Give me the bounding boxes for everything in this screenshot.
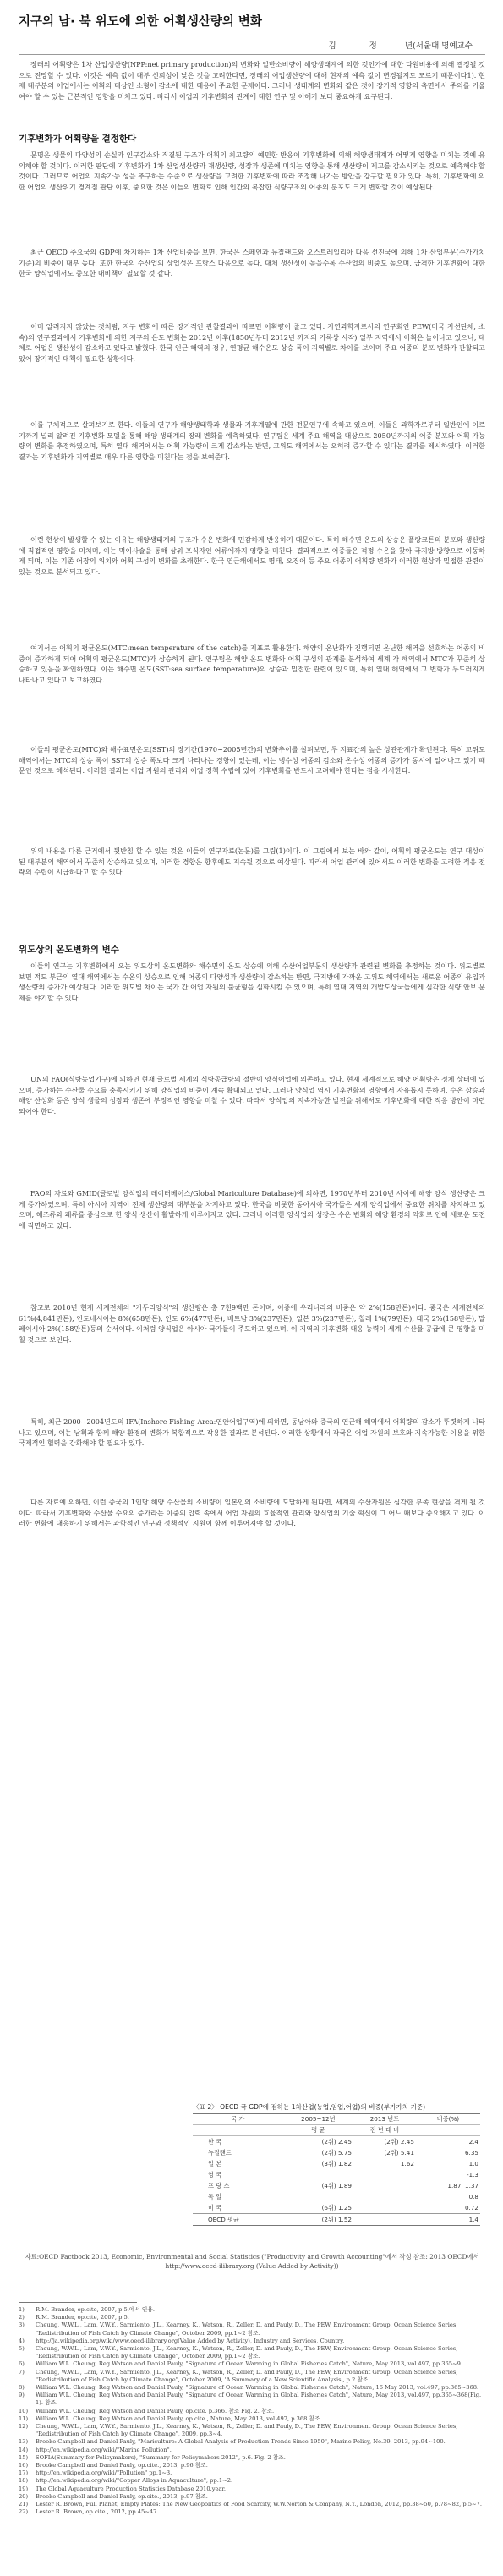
column-subheader — [193, 2125, 283, 2136]
section-heading: 위도상의 온도변화의 변수 — [19, 945, 119, 955]
footnote-number: 1) — [19, 2306, 25, 2313]
footnote-number: 20) — [19, 2492, 29, 2500]
footnote-text: William W.L. Cheung, Reg Watson and Daniel Pauly, "Signature of Ocean Warming in Global Fisheries Catch", Nature, May 2013, vol.497, pp.365~9. — [36, 2360, 462, 2368]
table-cell: (4위) 1.89 — [321, 2181, 352, 2190]
body-paragraph: 여기서는 어획의 평균온도(MTC:mean temperature of the catch)를 지표로 활용한다. 해양의 온난화가 진행되면 온난한 해역을 선호하는 어종의 비중이 증가하게 되어 어획의 평균온도(MTC)가 상승하게 된다. 연구팀은 해양 온도 변화와 어획 구성의 관계를 분석하여 세계 각 해역에서 MTC가 꾸준히 상승하고 있음을 확인하였다. 이는 해수면 온도(SST:sea surface temperature)의 상승과 밀접한 관련이 있으며, 특히 열대 해역에서 그 변화가 두드러지게 나타나고 있다고 보고하였다. — [19, 644, 485, 685]
body-paragraph: 참고로 2010년 현재 세계전체의 "가두리양식"의 생산량은 총 7천9백만 톤이며, 이중에 우리나라의 비중은 약 2%(158만톤)이다. 중국은 세계전체의 61%(4,841만톤), 인도네시아는 8%(658만톤), 인도 6%(477만톤), 베트남 3%(237만톤), 일본 3%(237만톤), 칠레 1%(79만톤), 태국 2%(158만톤), 말레이시아 2%(158만톤)등의 순서이다. 이처럼 양식업은 아시아 국가들이 주도하고 있으며, 이 지역의 기후변화 대응 능력이 세계 수산물 공급에 큰 영향을 미칠 것으로 보인다. — [19, 1303, 485, 1345]
table-cell — [353, 2214, 416, 2226]
column-header: 2005~12년 — [283, 2114, 353, 2125]
footnote-rule — [19, 2302, 137, 2303]
footnote-text: SOFIA(Summary for Policymakers), "Summary for Policymakers 2012", p.6. Fig. 2 참조. — [36, 2453, 286, 2461]
footnote-item — [19, 2454, 485, 2462]
table-cell: 0.8 — [468, 2193, 478, 2201]
table-cell: 1.0 — [468, 2160, 478, 2168]
table-cell: 0.72 — [464, 2204, 478, 2212]
table-cell: 2.4 — [468, 2138, 478, 2146]
table-caption: 〈표 2〉 OECD 국 GDP에 점하는 1차산업(농업,임업,어업)의 비중(부가가치 기준) — [193, 2103, 426, 2111]
table-cell: (2위) 5.41 — [384, 2148, 414, 2157]
footnote-number: 2) — [19, 2314, 25, 2321]
body-paragraph: 최근 OECD 주요국의 GDP에 차지하는 1차 산업비중을 보면, 한국은 스페인과 뉴질랜드와 오스트레일리아 다음 선진국에 의해 1차 산업부문(수가가치 기준)의 비중이 대부 높다. 또한 한국의 수산업의 상업성은 프랑스 다음으로 높다. 대체 생산성이 높을수록 수산업의 비중도 높으며, 급격한 기후변화에 대한 한국 양식업에서도 중요한 대비책이 필요할 것 같다. — [19, 248, 485, 278]
footnote-item — [19, 2360, 485, 2368]
column-subheader — [416, 2125, 480, 2136]
footnote-text: Brooke Campbell and Daniel Pauly, op.cite., 2013, p.96 참조. — [36, 2462, 208, 2469]
table-row — [193, 2202, 480, 2214]
table-cell: 일 본 — [208, 2159, 222, 2168]
gdp-share-table — [193, 2102, 480, 2226]
body-paragraph: 위의 내용을 다른 근거에서 뒷받침 할 수 있는 것은 이들의 연구자료(논문)를 그림(1)이다. 이 그림에서 보는 바와 같이, 어획의 평균온도는 연구 대상이 된 대부분의 해역에서 꾸준히 상승하고 있으며, 이러한 경향은 향후에도 지속될 것으로 예상된다. 따라서 어업 관리에 있어서도 이러한 변화를 고려한 적응 전략의 수립이 시급하다고 할 수 있다. — [19, 847, 485, 877]
footnote-number: 12) — [19, 2423, 29, 2431]
footnote-item — [19, 2423, 485, 2438]
table-cell — [353, 2169, 416, 2180]
table-row — [193, 2169, 480, 2180]
section-heading: 기후변화가 어획량을 결정한다 — [19, 134, 137, 144]
footnote-number: 9) — [19, 2392, 25, 2399]
column-header: 비중(%) — [416, 2114, 480, 2125]
footnote-item — [19, 2392, 485, 2407]
table-cell: (2위) 5.75 — [321, 2148, 352, 2157]
table-cell — [353, 2191, 416, 2202]
footnote-item — [19, 2501, 485, 2508]
table-row — [193, 2191, 480, 2202]
footnote-item — [19, 2508, 485, 2516]
page-title: 지구의 남· 북 위도에 의한 어획생산량의 변화 — [19, 15, 262, 29]
body-paragraph: 이들의 평균온도(MTC)와 해수표면온도(SST)의 장기간(1970~2005년간)의 변화추이를 살펴보면, 두 지표간의 높은 상관관계가 확인된다. 특히 고위도 해역에서는 MTC의 상승 폭이 SST의 상승 폭보다 크게 나타나는 경향이 있는데, 이는 냉수성 어종의 감소와 온수성 어종의 증가가 동시에 일어나고 있기 때문인 것으로 해석된다. 이러한 결과는 어업 자원의 관리와 어업 정책 수립에 있어 기후변화를 반드시 고려해야 한다는 점을 시사한다. — [19, 745, 485, 776]
footnote-item — [19, 2415, 485, 2423]
body-paragraph: 이들의 연구는 기후변화에서 오는 위도상의 온도변화와 해수면의 온도 상승에 의해 수산어업부문의 생산량과 관련된 변화를 추정하는 것이다. 위도별로 보면 적도 부근의 열대 해역에서는 수온의 상승으로 인해 어종의 다양성과 생산량이 감소하는 반면, 극지방에 가까운 고위도 해역에서는 새로운 어종의 유입과 생산량의 증가가 예상된다. 이러한 위도별 차이는 국가 간 어업 자원의 불균형을 심화시킬 수 있으며, 특히 열대 지역의 개발도상국들에게 심각한 식량 안보 문제를 야기할 수 있다. — [19, 962, 485, 1003]
table-row — [193, 2180, 480, 2191]
body-paragraph: 특히, 최근 2000~2004년도의 IFA(Inshore Fishing Area:연안어업구역)에 의하면, 동남아와 중국의 연근해 해역에서 어획량의 감소가 뚜렷하게 나타나고 있으며, 이는 남획과 함께 해양 환경의 변화가 복합적으로 작용한 결과로 분석된다. 이러한 상황에서 각국은 어업 자원의 보호와 지속가능한 이용을 위한 국제적인 협력을 강화해야 할 필요가 있다. — [19, 1417, 485, 1448]
table-cell: 미 국 — [208, 2203, 222, 2212]
footnote-item — [19, 2447, 485, 2454]
footnote-item — [19, 2369, 485, 2384]
table-cell: 뉴질랜드 — [208, 2148, 232, 2157]
footnote-text: Cheung, W.W.L., Lam, V.W.Y., Sarmiento, J.L., Kearney, K., Watson, R., Zeller, D. and Pauly, D., The PEW, Environment Group, Ocean Science Series, "Redistribution of Fish Catch by Climate Change", October 2009, pp.1~2 참조. — [36, 2345, 458, 2360]
footnote-text: http://en.wikipedia.org/wiki/"Marine Pollution". — [36, 2446, 172, 2453]
footnote-text: Cheung, W.W.L., Lam, V.W.Y., Sarmiento, J.L., Kearney, K., Watson, R., Zeller, D. and Pauly, D., The PEW, Environment Group, Ocean Science Series, "Redistribution of Fish Catch by Climate Change", 2009, pp.3~4. — [36, 2423, 458, 2438]
table-cell: 프 랑 스 — [208, 2181, 230, 2190]
footnote-number: 3) — [19, 2321, 25, 2329]
body-paragraph: 다른 자료에 의하면, 이런 중국의 1인당 해양 수산물의 소비량이 일본인의 소비량에 도달하게 된다면, 세계의 수산자원은 심각한 부족 현상을 겪게 될 것이다. 따라서 기후변화와 수산물 수요의 증가라는 이중의 압력 속에서 어업 자원의 효율적인 관리와 양식업의 기술 혁신이 그 어느 때보다 중요해지고 있다. 이러한 변화에 대응하기 위해서는 과학적인 연구와 정책적인 지원이 함께 이루어져야 할 것이다. — [19, 1498, 485, 1528]
column-header: 2013 년도 — [353, 2114, 416, 2125]
body-paragraph: FAO의 자료와 GMID(글로벌 양식업의 데이터베이스/Global Mariculture Database)에 의하면, 1970년부터 2010년 사이에 해양 양식 생산량은 크게 증가하였으며, 특히 아시아 지역이 전체 생산량의 대부분을 차지하고 있다. 한국을 비롯한 동아시아 국가들은 세계 양식업에서 중요한 위치를 차지하고 있으며, 해조류와 패류를 중심으로 한 양식 생산이 활발하게 이루어지고 있다. 그러나 이러한 양식업의 성장은 수온 변화와 해양 환경의 악화로 인해 새로운 도전에 직면하고 있다. — [19, 1189, 485, 1230]
table-cell: 한 국 — [208, 2137, 222, 2146]
table-cell: OECD 평균 — [193, 2214, 283, 2226]
footnote-text: Lester R. Brown, Full Planet, Empty Plates: The New Geopolitics of Food Scarcity, W.W.Norton & Company, N.Y., London, 2012, pp.38~50, p.78~82, p.5~7. — [36, 2501, 483, 2508]
footnote-item — [19, 2486, 485, 2493]
body-paragraph: 이런 현상이 발생할 수 있는 이유는 해양생태계의 구조가 수온 변화에 민감하게 반응하기 때문이다. 특히 해수면 온도의 상승은 플랑크톤의 분포와 생산량에 직접적인 영향을 미치며, 이는 먹이사슬을 통해 상위 포식자인 어류에까지 영향을 미친다. 결과적으로 어종들은 적정 수온을 찾아 극지방 방향으로 이동하게 되며, 이는 기존 어장의 위치와 어획 구성의 변화를 초래한다. 한국 연근해에서도 명태, 오징어 등 주요 어종의 어획량 변화가 이러한 현상과 밀접한 관련이 있는 것으로 분석되고 있다. — [19, 535, 485, 577]
footnote-text: Brooke Campbell and Daniel Pauly, "Mariculture: A Global Analysis of Production Trends Since 1950", Marine Policy, No.39, 2013, pp.94~100. — [36, 2438, 446, 2446]
footnote-number: 14) — [19, 2446, 29, 2453]
table-cell — [353, 2180, 416, 2191]
table-cell: -1.3 — [466, 2171, 478, 2179]
footnote-number: 19) — [19, 2485, 29, 2492]
table-subheader-row — [193, 2125, 480, 2136]
footnote-number: 6) — [19, 2360, 25, 2368]
table-cell — [353, 2202, 416, 2214]
table-row — [193, 2147, 480, 2158]
footnote-number: 7) — [19, 2368, 25, 2376]
table-header-row — [193, 2114, 480, 2125]
footnote-item — [19, 2345, 485, 2360]
footnote-item — [19, 2493, 485, 2501]
footnote-number: 10) — [19, 2407, 29, 2414]
footnote-number: 15) — [19, 2453, 29, 2461]
body-paragraph: 문명은 생물의 다양성의 손실과 인구감소와 직결된 구조가 어획의 최고량의 예민한 반응이 기후변화에 의해 해양생태계가 어떻게 영향을 미치는 것에 유의해야 할 것이다. 이러한 판단에 기후변화가 1차 산업생산량과 재생산량, 성장과 생존에 미치는 영향을 통해 생산량이 제고를 감소시키는 것으로 예측해야 할 것이다. 그러므로 어업의 지속가능 성을 추구하는 수준으로 생산량을 고려한 기후변화에 따라 조정해 나가는 방안을 강구할 필요가 있다. 특히, 기후변화에 의한 어업의 생산위기 경계점 판단 이후, 중요한 것은 이들의 변화로 인해 인간의 복잡한 식량구조의 어종의 분포도 크게 변화할 것이 예상된다. — [19, 151, 485, 192]
table-cell: (6위) 1.25 — [321, 2203, 352, 2212]
footnote-text: R.M. Brander, op.cite, 2007, p.5.에서 인용. — [36, 2306, 155, 2313]
table-cell: 1.62 — [400, 2160, 414, 2168]
table-cell: 영 국 — [208, 2170, 222, 2179]
footnote-text: R.M. Brander, op.cite, 2007, p.5. — [36, 2314, 129, 2321]
footnote-number: 22) — [19, 2508, 29, 2516]
footnote-item — [19, 2338, 485, 2345]
table-row — [193, 2158, 480, 2169]
column-subheader: 전 년 대 비 — [353, 2125, 416, 2136]
intro-paragraph: 장래의 어획량은 1차 산업생산량(NPP:net primary production)의 변화와 일반소비량이 해양생태계에 의한 것인가에 대한 다원비용에 의해 결정될 것으로 전망할 수 있다. 이것은 예측 값이 대부 신뢰성이 낮은 것을 고려한다면, 장래의 어업생산량에 대해 현재의 예측 값이 변경될지도 모르기 때문이다1). 현재 대부분의 어업에서는 어획의 대상인 소형어 감소에 대한 대응이 주요한 문제이다. 그러나 생태계의 변화와 같은 것이 장기적 영향의 측면에서 주의를 기울여야 할 수 있는 근본적인 영향을 미치고 있다. 따라서 어업과 기후변화의 관계에 대한 연구 및 이해가 보다 중요하게 요구된다. — [19, 60, 485, 101]
table-cell: (2위) 2.45 — [321, 2137, 352, 2146]
footnote-number: 18) — [19, 2477, 29, 2485]
footnote-text: Cheung, W.W.L., Lam, V.W.Y., Sarmiento, J.L., Kearney, K., Watson, R., Zeller, D. and Pauly, D., The PEW, Environment Group, Ocean Science Series, "Redistribution of Fish Catch by Climate Change", October 2009, 'A Summary of a New Scientific Analysis', p.2 참조. — [36, 2368, 458, 2383]
footnote-text: Brooke Campbell and Daniel Pauly, op.cite., 2013, p.97 참조. — [36, 2492, 208, 2500]
table-row — [193, 2136, 480, 2148]
body-paragraph: UN의 FAO(식량농업기구)에 의하면 현재 글로벌 세계의 식량공급량의 절반이 양식어업에 의존하고 있다. 현재 세계적으로 해양 어획량은 정체 상태에 있으며, 증가하는 수산물 수요를 충족시키기 위해 양식업의 비중이 계속 확대되고 있다. 그러나 양식업 역시 기후변화의 영향에서 자유롭지 못하며, 수온 상승과 해양 산성화 등은 양식 생물의 성장과 생존에 부정적인 영향을 미칠 수 있다. 따라서 양식업의 지속가능한 발전을 위해서도 기후변화에 대한 적응 방안이 마련되어야 한다. — [19, 1075, 485, 1116]
table-cell: (2위) 2.45 — [384, 2137, 414, 2146]
table-source-note: 자료:OECD Factbook 2013, Economic, Environmental and Social Statistics ("Productivity and Growth Accounting"에서 작성 참조: 2013 OECD에서 http://www.oecd-ilibrary.org (Value Added by Activity)) — [25, 2253, 479, 2270]
footnote-item — [19, 2314, 485, 2321]
footnote-item — [19, 2462, 485, 2469]
footnote-number: 21) — [19, 2501, 29, 2508]
footnote-number: 11) — [19, 2414, 29, 2422]
footnote-text: Lester R. Brown, op.cite., 2012, pp.45~47. — [36, 2508, 159, 2516]
footnote-text: http://en.wikipedia.org/wiki/"Pollution" pp.1~3. — [36, 2469, 172, 2477]
footnote-text: William W.L. Cheung, Reg Watson and Daniel Pauly, "Signature of Ocean Warming in Global Fisheries Catch", Nature, 16 May 2013, vol.497, pp.365~368. — [36, 2384, 479, 2392]
table-cell: 6.35 — [464, 2149, 478, 2157]
footnote-number: 17) — [19, 2469, 29, 2477]
table-cell: 1.4 — [416, 2214, 480, 2226]
footnote-number: 8) — [19, 2384, 25, 2392]
footnote-text: http://ja.wikipedia.org/wiki/www.oecd-ilibrary.org(Value Added by Activity), Industry and Services, Country. — [36, 2337, 345, 2344]
footnote-number: 4) — [19, 2337, 25, 2344]
footnote-item — [19, 2408, 485, 2415]
author-name: 김 정 — [328, 41, 392, 51]
footnote-text: Cheung, W.W.L., Lam, V.W.Y., Sarmiento, J.L., Kearney, K., Watson, R., Zeller, D. and Pauly, D., The PEW, Environment Group, Ocean Science Series, "Redistribution of Fish Catch by Climate Change", October 2009, pp.1~2 참조. — [36, 2321, 458, 2337]
table-cell: (2위) 1.52 — [283, 2214, 353, 2226]
footnotes — [19, 2306, 485, 2516]
table-cell — [283, 2169, 353, 2180]
table-cell: (3위) 1.82 — [321, 2159, 352, 2168]
footnote-item — [19, 2469, 485, 2477]
column-subheader: 평 균 — [283, 2125, 353, 2136]
table-total-row — [193, 2214, 480, 2226]
footnote-item — [19, 2438, 485, 2446]
footnote-number: 13) — [19, 2438, 29, 2446]
footnote-item — [19, 2321, 485, 2337]
footnote-text: William W.L. Cheung, Reg Watson and Daniel Pauly, op.cite. p.366. 참조 Fig. 2. 참조. — [36, 2407, 275, 2414]
footnote-item — [19, 2477, 485, 2485]
footnote-text: The Global Aquaculture Production Statistics Database 2010.year. — [36, 2485, 227, 2492]
table-cell: 독 일 — [208, 2192, 222, 2201]
title-rule — [19, 54, 485, 55]
table-cell — [283, 2191, 353, 2202]
footnote-item — [19, 2306, 485, 2314]
body-paragraph: 이를 구체적으로 살펴보기로 한다. 이들의 연구가 해양생태학과 생물과 기후계열에 관한 전문연구에 속하고 있으며, 이들은 과학자로부터 일반인에 이르기까지 널리 알려진 기후변화 모델을 통해 해양 생태계의 장래 변화를 예측하였다. 연구팀은 세계 주요 해역을 대상으로 2050년까지의 어종 분포와 어획 가능량의 변화를 추정하였으며, 특히 열대 해역에서는 어획 가능량이 크게 감소하는 반면, 고위도 해역에서는 오히려 증가할 수 있다는 결과를 제시하였다. 이러한 결과는 기후변화가 지역별로 매우 다른 영향을 미친다는 점을 보여준다. — [19, 420, 485, 462]
data-table — [193, 2113, 480, 2226]
author-affiliation: 년(서울대 명예교수 — [404, 41, 473, 51]
footnote-number: 16) — [19, 2462, 29, 2469]
body-paragraph: 이미 알려지지 않았는 것처럼, 지구 변화에 따른 장기적인 관찰결과에 따르면 어획량이 줄고 있다. 자연과학자로서의 연구회인 PEW(미국 자선단체, 소속)의 연구결과에서 기후변화에 의한 지구의 온도 변화는 2012년 이후(1850년부터 2012년 까지의 기록상 시작) 일부 지역에서 어획은 늘어나고 있으나, 대체로 어업은 생산성이 감소하고 있다고 밝혔다. 한국 인근 해역의 경우, 연평균 해수온도 상승 폭이 지역별로 차이를 보이며 주요 어종의 분포 변화가 관찰되고 있어 장기적인 대책이 필요한 상황이다. — [19, 322, 485, 364]
table-cell: 1.87, 1.37 — [447, 2182, 478, 2190]
footnote-text: http://en.wikipedia.org/wiki/"Copper Alloys in Aquaculture", pp.1~2. — [36, 2477, 233, 2485]
footnote-text: William W.L. Cheung, Reg Watson and Daniel Pauly, op.cite., Nature, May 2013, vol.497, p.368 참조. — [36, 2414, 322, 2422]
column-header: 국 가 — [193, 2114, 283, 2125]
footnote-text: William W.L. Cheung, Reg Watson and Daniel Pauly, "Signature of Ocean Warming in Global Fisheries Catch", Nature, May 2013, vol.497, pp.365~368(Fig. 1). 참조. — [36, 2392, 482, 2407]
footnote-item — [19, 2384, 485, 2392]
footnote-number: 5) — [19, 2345, 25, 2353]
author-line — [328, 39, 473, 51]
